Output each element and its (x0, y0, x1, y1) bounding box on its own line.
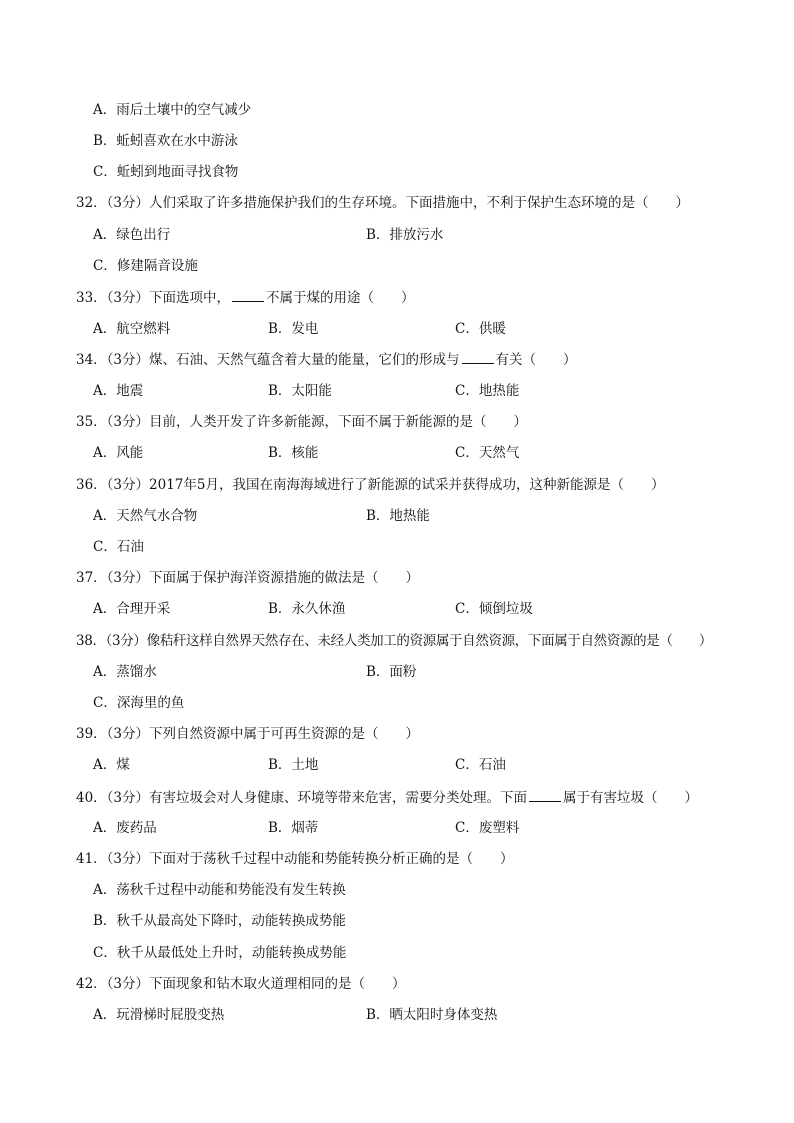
q33-option-a: A．航空燃料 (93, 321, 171, 337)
q40-stem-pre: 40．（3分）有害垃圾会对人身健康、环境等带来危害，需要分类处理。下面 (76, 790, 528, 806)
q38-stem: 38．（3分）像秸秆这样自然界天然存在、未经人类加工的资源属于自然资源，下面属于自然资源的是（ ） (76, 633, 713, 649)
q35-option-b: B．核能 (268, 445, 319, 461)
q35-option-a: A．风能 (93, 445, 144, 461)
q34-stem-pre: 34．（3分）煤、石油、天然气蕴含着大量的能量，它们的形成与 (76, 352, 460, 368)
q41-stem: 41．（3分）下面对于荡秋千过程中动能和势能转换分析正确的是（ ） (76, 851, 514, 867)
q37-option-c: C．倾倒垃圾 (455, 601, 533, 617)
q41-option-c: C．秋千从最低处上升时，动能转换成势能 (93, 945, 347, 961)
q32-option-c: C．修建隔音设施 (93, 258, 198, 274)
q40-blank (529, 787, 561, 802)
q36-option-b: B．地热能 (366, 508, 430, 524)
q34-option-c: C．地热能 (455, 383, 520, 399)
q34-stem (76, 349, 577, 370)
q32-option-b: B．排放污水 (366, 227, 444, 243)
q36-option-c: C．石油 (93, 539, 144, 555)
q32-option-a: A．绿色出行 (93, 227, 171, 243)
q38-option-c: C．深海里的鱼 (93, 695, 185, 711)
q39-option-a: A．煤 (93, 757, 130, 773)
q42-stem: 42．（3分）下面现象和钻木取火道理相同的是（ ） (76, 976, 406, 992)
q40-stem-post: 属于有害垃圾（ ） (563, 790, 699, 806)
q42-option-b: B．晒太阳时身体变热 (366, 1007, 498, 1023)
q31-option-c: C．蚯蚓到地面寻找食物 (93, 164, 239, 180)
q39-option-c: C．石油 (455, 757, 506, 773)
q34-option-a: A．地震 (93, 383, 144, 399)
q36-option-a: A．天然气水合物 (93, 508, 198, 524)
q41-option-a: A．荡秋千过程中动能和势能没有发生转换 (93, 882, 346, 898)
q35-option-c: C．天然气 (455, 445, 520, 461)
q38-option-a: A．蒸馏水 (93, 664, 157, 680)
q41-option-b: B．秋千从最高处下降时，动能转换成势能 (93, 913, 346, 929)
q34-option-b: B．太阳能 (268, 383, 332, 399)
q33-blank (232, 287, 264, 302)
q38-option-b: B．面粉 (366, 664, 417, 680)
q33-option-b: B．发电 (268, 321, 319, 337)
q32-stem: 32．（3分）人们采取了许多措施保护我们的生存环境。下面措施中，不利于保护生态环境的是（ ） (76, 195, 690, 211)
q35-stem: 35．（3分）目前，人类开发了许多新能源，下面不属于新能源的是（ ） (76, 414, 528, 430)
q40-option-b: B．烟蒂 (268, 820, 319, 836)
q40-stem (76, 787, 698, 808)
q33-option-c: C．供暖 (455, 321, 506, 337)
q34-blank (462, 349, 494, 364)
q34-stem-post: 有关（ ） (495, 352, 577, 368)
q33-stem-pre: 33．（3分）下面选项中， (76, 290, 231, 306)
q37-option-b: B．永久休渔 (268, 601, 346, 617)
q37-option-a: A．合理开采 (93, 601, 171, 617)
q31-option-a: A．雨后土壤中的空气减少 (93, 102, 252, 118)
q40-option-c: C．废塑料 (455, 820, 520, 836)
q42-option-a: A．玩滑梯时屁股变热 (93, 1007, 225, 1023)
q33-stem (76, 287, 415, 308)
q36-stem: 36．（3分）2017年5月，我国在南海海域进行了新能源的试采并获得成功，这种新能源是（ ） (76, 477, 665, 493)
q33-stem-post: 不属于煤的用途（ ） (266, 290, 415, 306)
q31-option-b: B．蚯蚓喜欢在水中游泳 (93, 133, 238, 149)
q37-stem: 37．（3分）下面属于保护海洋资源措施的做法是（ ） (76, 570, 420, 586)
q40-option-a: A．废药品 (93, 820, 157, 836)
q39-stem: 39．（3分）下列自然资源中属于可再生资源的是（ ） (76, 726, 420, 742)
q39-option-b: B．土地 (268, 757, 319, 773)
